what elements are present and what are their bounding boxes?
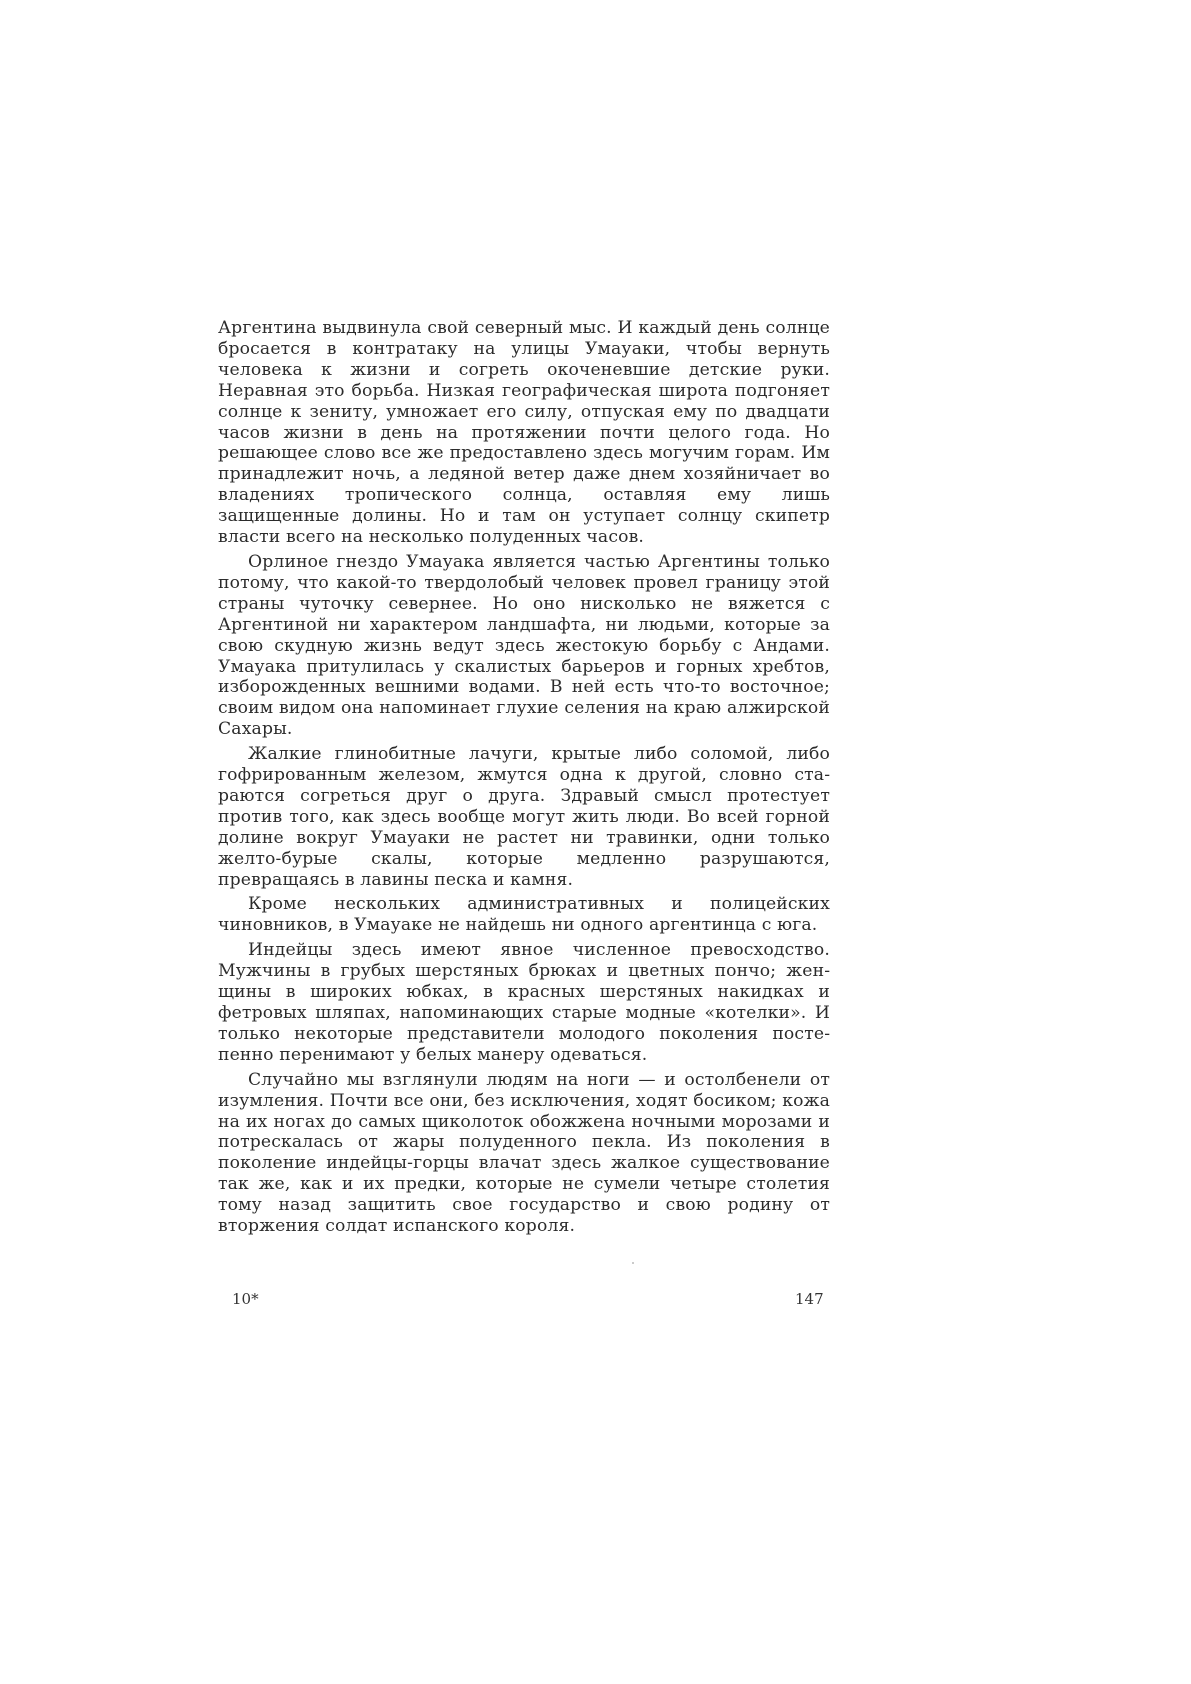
paragraph: Случайно мы взглянули людям на ноги — и остолбенели от изумления. Почти все они, без исключения, ходят босиком; кожа на их ногах до самых щиколоток обожжена ночными морозами и потрескалась от жары полуденного пекла. Из поколения в поколение индейцы-горцы влачат здесь жалкое существование так же, как и их предки, которые не сумели четыре столетия тому назад защитить свое государство и свою родину от вторжения солдат испанского короля. [218,1069,830,1237]
paragraph: Аргентина выдвинула свой северный мыс. И каждый день солнце бросается в контратаку на улицы Умауаки, чтобы вернуть человека к жизни и согреть окоченевшие детские руки. Неравная это борьба. Низкая географическая широта подгоняет солнце к зениту, умножает его силу, отпуская ему по двадцати часов жизни в день на протяжении почти целого года. Но решающее слово все же предоставлено здесь могучим горам. Им принадлежит ночь, а ледяной ветер даже днем хозяйничает во владениях тропического солнца, оставляя ему лишь защищенные долины. Но и там он уступает солнцу скипетр власти всего на несколько полуденных часов. [218,318,830,548]
scan-speck [632,1262,634,1264]
paragraph: Орлиное гнездо Умауака является частью Аргентины только потому, что какой-то твердолобый человек провел границу этой страны чуточку севернее. Но оно нисколько не вяжется с Аргентиной ни характером ландшафта, ни людьми, которые за свою скудную жизнь ведут здесь жестокую борьбу с Андами. Умауака притулилась у скалистых барьеров и горных хребтов, изборожденных вешними водами. В ней есть что-то восточное; своим видом она напоминает глухие селения на краю алжирской Сахары. [218,551,830,740]
signature-mark: 10* [232,1290,259,1308]
body-text [218,318,830,1241]
page-number: 147 [795,1290,824,1308]
paragraph: Индейцы здесь имеют явное численное превосходство. Мужчины в грубых шерстяных брюках и цветных пончо; женщины в широких юбках, в красных шерстяных накидках и фетровых шляпах, напоминающих старые модные «котелки». И только некоторые представители молодого поколения постепенно перенимают у белых манеру одеваться. [218,940,830,1065]
paragraph: Кроме нескольких административных и полицейских чиновников, в Умауаке не найдешь ни одного аргентинца с юга. [218,894,830,936]
paragraph: Жалкие глинобитные лачуги, крытые либо соломой, либо гофрированным железом, жмутся одна к другой, словно стараются согреться друг о друга. Здравый смысл протестует против того, как здесь вообще могут жить люди. Во всей горной долине вокруг Умауаки не растет ни травинки, одни только желто-бурые скалы, которые медленно разрушаются, превращаясь в лавины песка и камня. [218,744,830,890]
